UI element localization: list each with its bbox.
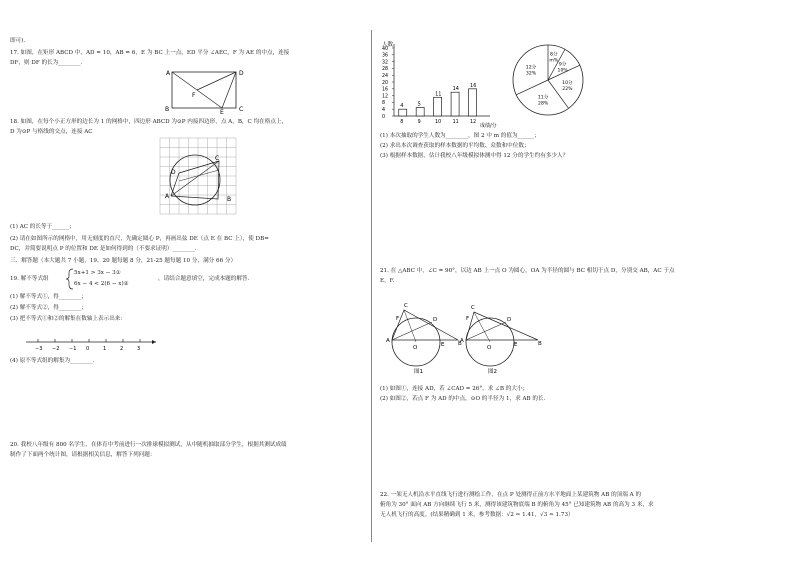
fig1-label-c: C [404, 303, 408, 309]
number-line-label: −1 [69, 346, 77, 352]
bar-xtick-label: 12 [470, 120, 477, 125]
fig2-label-a: A [460, 338, 464, 344]
bar-ytick-label: 8 [382, 101, 386, 107]
q19-inequality-2: 6x − 4 < 2(6 − x)② [74, 281, 129, 287]
q19-suffix: ，请结合题意填空，完成本题的解答. [158, 276, 250, 282]
bar-ytick-label: 16 [382, 87, 389, 93]
q20-part2: (2) 求出本次调查获取的样本数据的平均数、众数和中位数； [380, 143, 530, 149]
bar [416, 108, 424, 117]
bar-value-label: 4 [400, 103, 404, 110]
q17-label-f: F [192, 92, 196, 99]
q18-label-d: D [171, 169, 176, 176]
q18-part2-line2: DC，并简要说明点 P 的位置和 DE 是如何得到的（不要求证明）________. [10, 246, 197, 252]
q18-label-b: B [227, 196, 232, 203]
q21-part2: (2) 如图②，若点 F 为 AD 的中点，⊙O 的半径为 1，求 AB 的长. [380, 396, 546, 402]
pie-slice-label: 8分 [550, 52, 558, 58]
bar-ytick-label: 24 [382, 74, 389, 79]
bar-ytick-label: 28 [382, 67, 389, 73]
q20-line2: 制作了下面两个统计图，请根据相关信息，解答下列问题： [10, 452, 156, 458]
bar-chart-xlabel: 成绩/分 [480, 123, 497, 129]
pie-slice-pct: 28% [538, 101, 549, 107]
q18-line2: D 为⊙P 与格线的交点，连接 AC [10, 129, 93, 135]
number-line-label: −2 [52, 346, 60, 352]
fig2-label-f: F [466, 316, 470, 322]
q22-line3: 无人机飞行的高度。(结果精确到 1 米，参考数据：√2 ≈ 1.41，√3 ≈ 1.73） [380, 512, 574, 518]
fig1-label-f: F [396, 316, 400, 322]
bar-chart [376, 38, 504, 130]
q20-part1: (1) 本次抽取的学生人数为________，图 2 中 m 的值为______； [380, 133, 540, 139]
q17-line2: DF，则 DF 的长为________. [10, 60, 83, 66]
bar-value-label: 5 [417, 101, 421, 108]
q17-label-d: D [239, 70, 244, 77]
bar [469, 89, 477, 116]
q17-label-a: A [166, 70, 171, 77]
bar-value-label: 11 [435, 91, 442, 98]
prev-answer-tail: 即可). [10, 38, 26, 44]
q21-part1: (1) 如图①，连接 AD，若 ∠CAD = 26°，求 ∠B 的大小； [380, 386, 529, 392]
bar [399, 109, 407, 116]
q18-part2-line1: (2) 请在如图所示的网格中，用无刻度的直尺，先确定圆心 P，再画出弦 DE（点 E 在 BC 上），使 DB= [10, 236, 269, 242]
number-line-label: 0 [86, 346, 90, 352]
q20-line1: 20. 我校八年级有 800 名学生，在体育中考前进行一次排球模拟测试，从中随机抽取部分学生，根据其测试成绩 [10, 442, 287, 448]
fig1-label-e: E [441, 342, 445, 348]
pie-slice-pct: 32% [525, 71, 537, 77]
q22-line1: 22. 一架无人机沿水平直线飞行进行测绘工作，在点 P 处测得正前方水平地面上某建筑物 AB 的顶端 A 的 [380, 492, 642, 498]
number-line-label: −3 [35, 346, 43, 352]
q19-part3: (3) 把不等式①和②的解集在数轴上表示出来： [10, 316, 126, 322]
fig1-label-a: A [386, 338, 390, 344]
fig1-caption: 图1 [414, 369, 423, 375]
number-line-label: 3 [137, 346, 141, 352]
pie-slice-label: 12分 [525, 65, 537, 71]
bar-ytick-label: 12 [382, 94, 389, 100]
number-line-label: 2 [120, 346, 124, 352]
bar-value-label: 16 [470, 82, 477, 89]
fig2-label-e: E [514, 342, 518, 348]
pie-slice-label: 10分 [562, 80, 573, 86]
pie-slice-label: 11分 [537, 95, 549, 101]
fig2-label-o: O [487, 345, 492, 351]
q17-line1: 17. 如图，在矩形 ABCD 中，AD = 10，AB = 6，E 为 BC 上一点，ED 平分 ∠AEC，F 为 AE 的中点，连接 [10, 50, 290, 56]
q21-line1: 21. 在 △ABC 中，∠C = 90°，以边 AB 上一点 O 为圆心，OA 为半径的圆与 BC 相切于点 D，分别交 AB，AC 于点 [380, 268, 675, 274]
fig2-caption: 图2 [488, 369, 497, 375]
q19-part1: (1) 解不等式①，得________； [10, 294, 87, 300]
column-divider [371, 30, 372, 542]
bar-xtick-label: 11 [452, 120, 459, 125]
bar-value-label: 14 [452, 86, 459, 93]
bar-chart-ylabel: 人数 [382, 42, 394, 48]
pie-slice-pct: 10% [557, 68, 568, 74]
q17-label-b: B [165, 106, 170, 113]
bar [434, 97, 442, 116]
bar-xtick-label: 8 [400, 120, 404, 125]
bar-ytick-label: 40 [382, 46, 389, 52]
q17-label-c: C [239, 106, 244, 113]
q18-part1: (1) AC 的长等于______； [10, 224, 75, 230]
bar-ytick-label: 20 [382, 80, 389, 86]
q18-line1: 18. 如图，在每个小正方形的边长为 1 的网格中，四边形 ABCD 为⊙P 内接四边形，点 A，B，C 均在格点上， [10, 119, 288, 125]
bar-ytick-label: 4 [382, 108, 386, 113]
q19-inequality-1: 5x+1 > 3x − 3① [74, 270, 121, 276]
fig1-label-b: B [458, 341, 462, 347]
q19-prefix: 19. 解不等式组 [10, 276, 49, 282]
q19-part4: (4) 原不等式组的解集为________. [10, 358, 95, 364]
q17-rectangle-figure [162, 66, 250, 114]
section-3-heading: 三、解答题（本大题共 7 小题，19、20 题每题 8 分，21-25 题每题 10 分，满分 66 分） [10, 258, 237, 264]
bar-ytick-label: 32 [382, 60, 389, 66]
q20-part3: (3) 根据样本数据，估计我校八年级模拟体测中得 12 分的学生约有多少人？ [380, 153, 569, 159]
q21-figure-2 [456, 290, 546, 376]
fig2-label-b: B [538, 341, 542, 347]
q18-label-a: A [165, 193, 170, 200]
bar-xtick-label: 9 [417, 120, 421, 125]
bar-ytick-label: 0 [382, 114, 386, 120]
bar-xtick-label: 10 [435, 120, 442, 125]
fig2-label-c: C [471, 305, 475, 311]
q19-number-line [22, 334, 162, 352]
q22-line2: 俯角为 30° 面向 AB 方向继续飞行 5 米，测得该建筑物底端 B 的俯角为 45° 已知建筑物 AB 的高为 3 米，求 [380, 502, 654, 508]
q18-label-c: C [215, 155, 220, 162]
bar [451, 92, 459, 116]
pie-chart [508, 40, 588, 120]
q17-label-e: E [220, 109, 224, 114]
number-line-label: 1 [103, 346, 107, 352]
fig1-label-d: D [433, 317, 438, 323]
fig1-label-o: O [413, 345, 418, 351]
q21-figure-1 [384, 290, 464, 376]
pie-slice-pct: 22% [562, 86, 573, 92]
pie-slice-label: 9分 [558, 62, 567, 68]
q18-grid-figure [158, 136, 240, 218]
pie-slice-pct: m% [549, 58, 559, 64]
q21-line2: E，F. [380, 278, 395, 284]
fig2-label-d: D [507, 317, 512, 323]
q19-part2: (2) 解不等式②，得________； [10, 305, 87, 311]
bar-ytick-label: 36 [382, 53, 389, 59]
